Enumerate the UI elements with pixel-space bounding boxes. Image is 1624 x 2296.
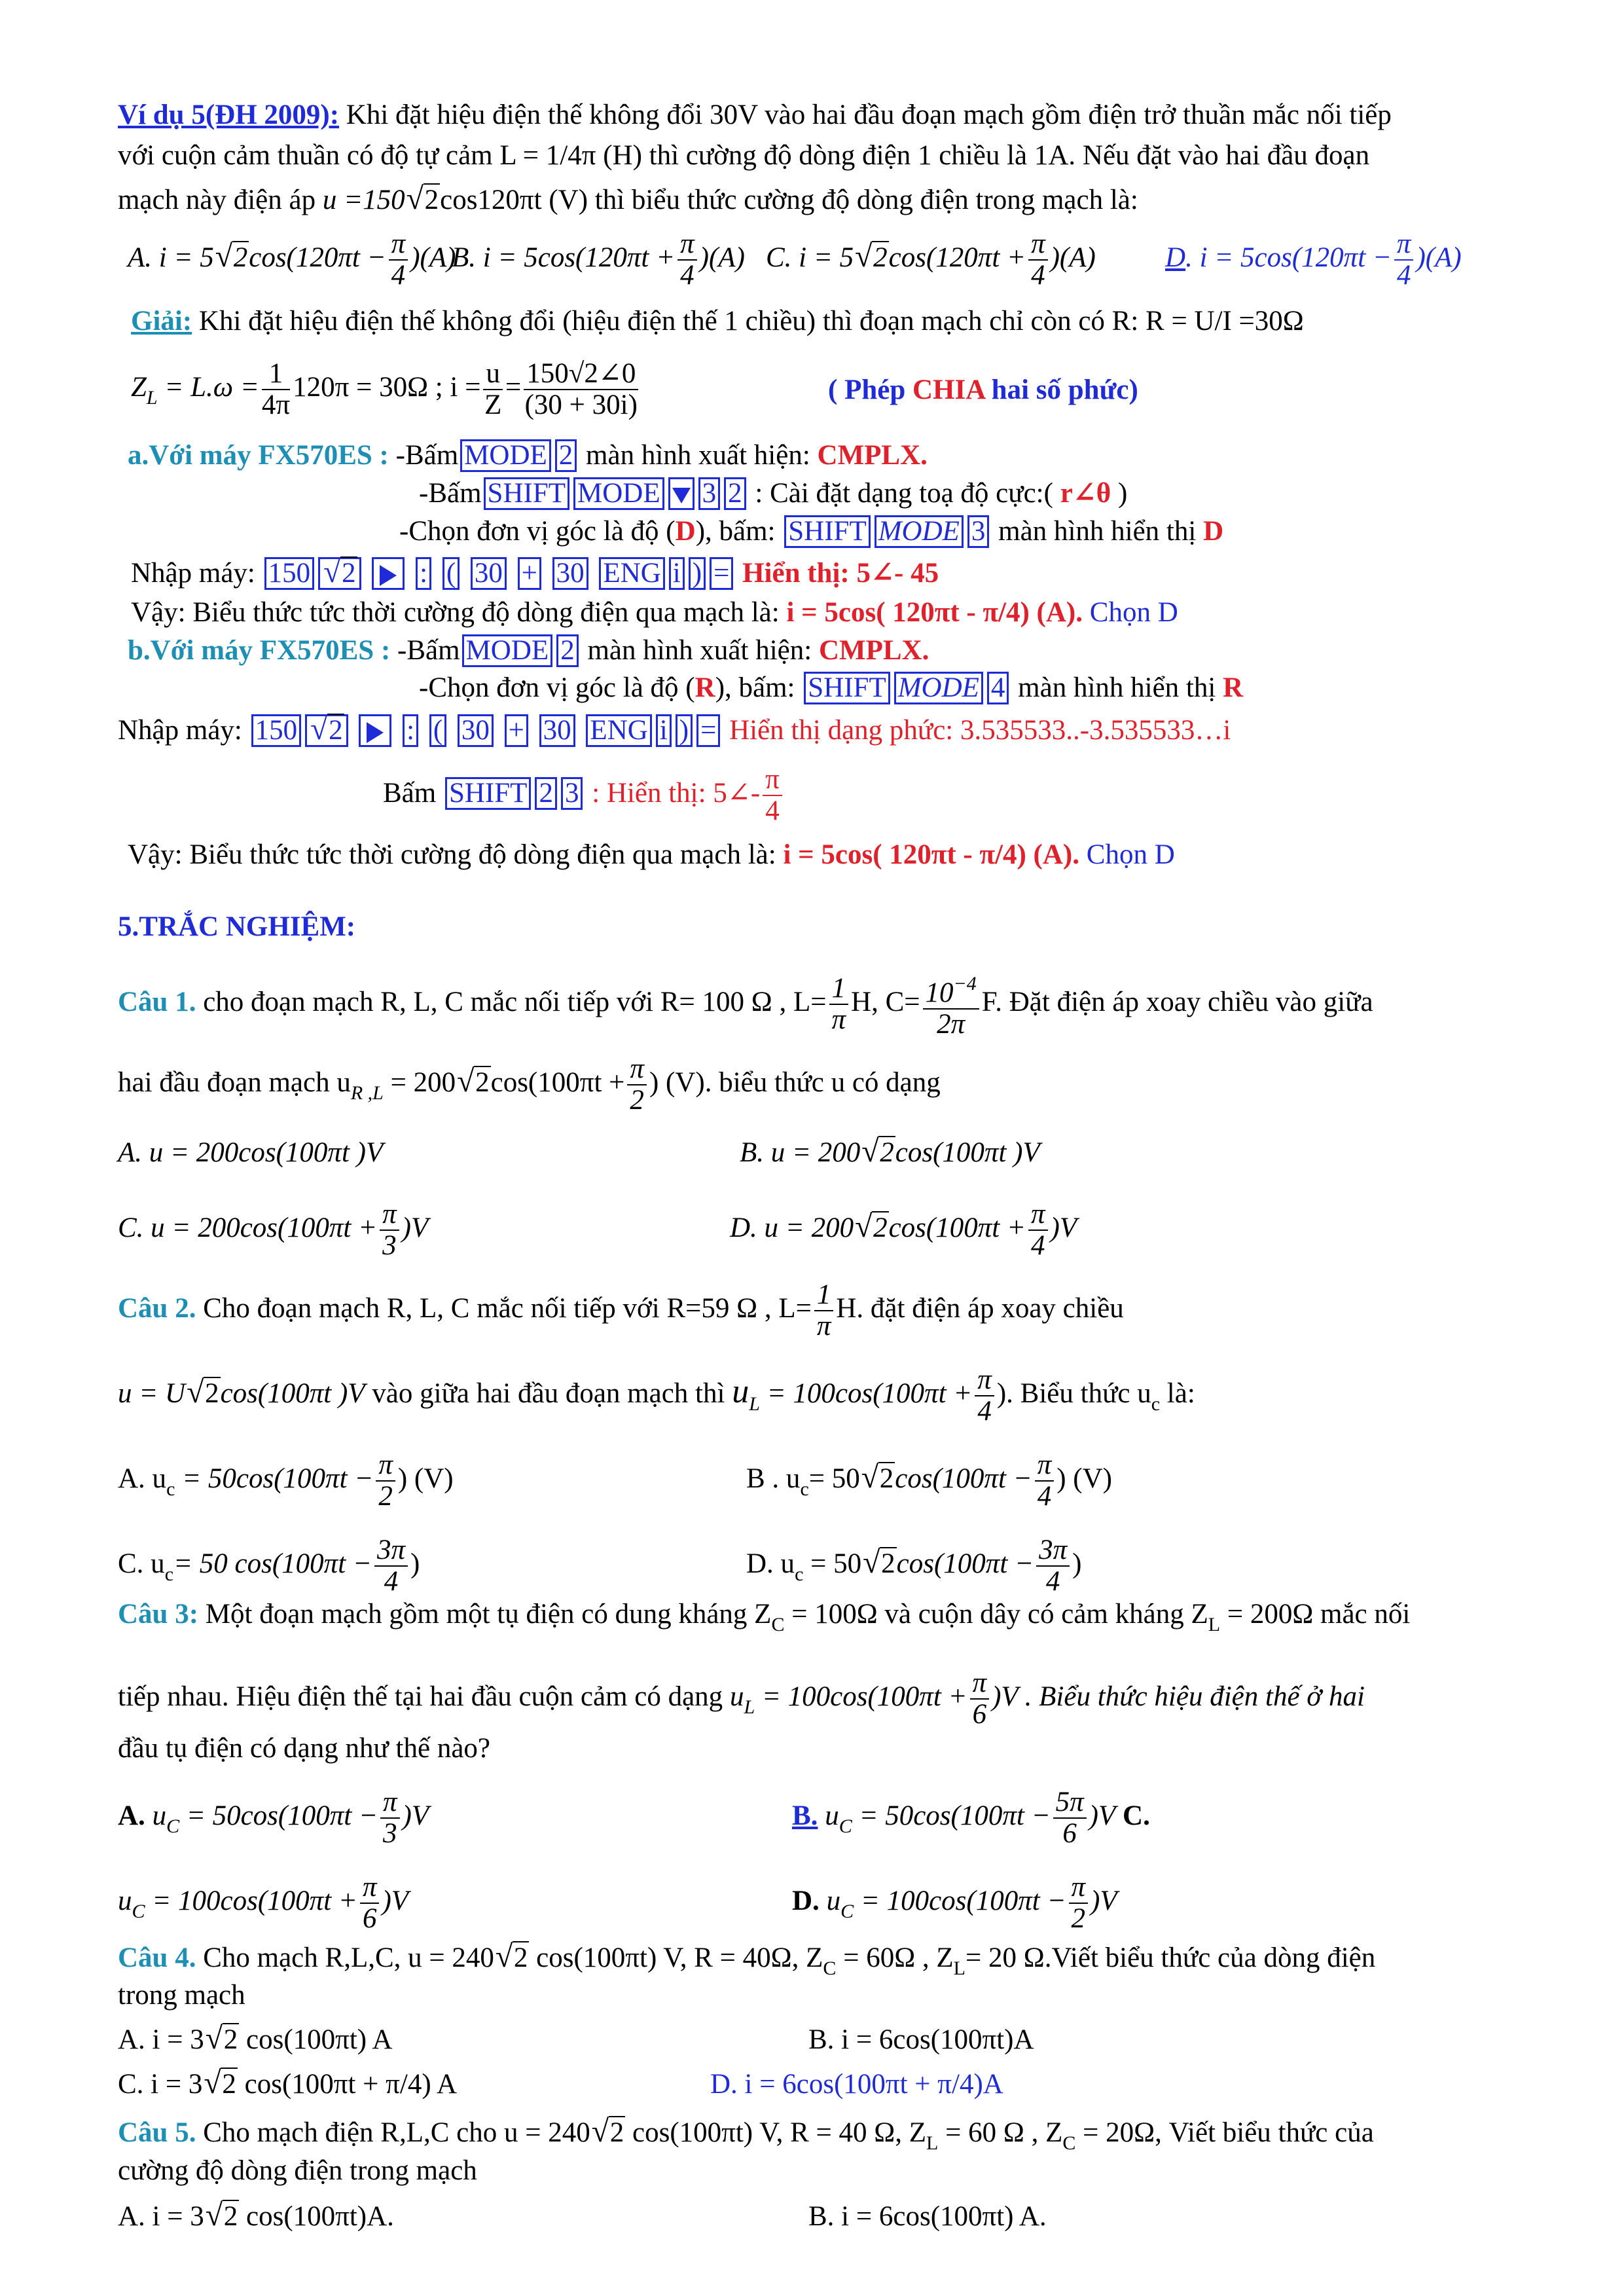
q2-option-d[interactable]: D. $u_c = 50√$ 2cos(100πt − $\frac{3\pi}{4}$ ) [746, 1535, 1081, 1597]
key-divide[interactable]: : [403, 714, 418, 747]
key-mode[interactable]: MODE [462, 634, 553, 667]
fx-b-line-2: -Chọn đơn vị góc là độ (R), bấm: SHIFT MODE 4 màn hình hiển thị R [419, 672, 1244, 703]
key-mode[interactable]: MODE [573, 477, 664, 510]
display-result: Hiển thị: 5∠- 45 [742, 558, 939, 589]
q4-line-2: trong mạch [118, 1980, 245, 2011]
q3-option-d[interactable]: D. $u_C = 100\cos(100\pi t$ − $\frac{\pi}{2}$ )V [792, 1872, 1117, 1934]
q2-option-b[interactable]: B . $u_c= 50√$ 2cos(100πt − $\frac{\pi}{4}$ ) (V) [746, 1450, 1112, 1512]
example-text-1: Khi đặt hiệu điện thế không đổi 30V vào hai đầu đoạn mạch gồm điện trở thuần mắc nối tiếp [346, 100, 1392, 130]
example-line-3 [118, 183, 1138, 217]
fx-a-line-1: a.Với máy FX570ES : -Bấm MODE 2 màn hình xuất hiện: CMPLX. [128, 440, 928, 471]
q1-label: Câu 1. [118, 986, 196, 1017]
example-option-b[interactable]: B. i = 5cos(120πt + $\frac{\pi}{4}$ )(A) [452, 228, 745, 291]
example-text-3: mạch này điện áp [118, 185, 323, 215]
fx-a-line-5: Vậy: Biểu thức tức thời cường độ dòng điện qua mạch là: i = 5cos( 120πt - π/4) (A). Chọn D [131, 597, 1178, 628]
key-30[interactable]: 30 [539, 714, 575, 747]
fx-a-line-2: -Bấm SHIFT MODE 3 2 : Cài đặt dạng toạ độ cực:( r∠θ ) [419, 478, 1128, 509]
solution-formula: $Z_L = L.\omega$ = $\frac{1}{4\pi}$ 120π = 30Ω ; i = $\frac{u}{Z}$ = $\frac{150√2\angle 0}{(30 + 30i)}$ [131, 358, 638, 420]
key-shift[interactable]: SHIFT [804, 672, 890, 704]
division-note: ( Phép CHIA hai số phức) [828, 374, 1138, 405]
example-option-d[interactable]: D. i = 5cos(120πt − $\frac{\pi}{4}$ )(A) [1165, 228, 1462, 291]
down-arrow-icon [672, 488, 691, 503]
fx-b-line-4: Bấm SHIFT 2 3 : Hiển thị: 5∠- $\frac{\pi}{4}$ [383, 765, 785, 826]
key-equals[interactable]: = [696, 714, 720, 747]
key-shift[interactable]: SHIFT [445, 777, 531, 810]
q3-line-2: tiếp nhau. Hiệu điện thế tại hai đầu cuộn cảm có dạng $u_L = 100\cos(100\pi t$ + $\frac{\pi}{6}$ )V . Biểu thức hiệu điện thế ở hai [118, 1667, 1365, 1730]
display-result: Hiển thị dạng phức: 3.535533..-3.535533…i [729, 715, 1231, 746]
key-shift[interactable]: SHIFT [484, 477, 569, 510]
fx-b-title: b.Với máy FX570ES : [128, 635, 391, 666]
key-i[interactable]: i [656, 714, 672, 747]
key-close-paren[interactable]: ) [689, 557, 706, 590]
solution-text: Khi đặt hiệu điện thế không đổi (hiệu điện thế 1 chiều) thì đoạn mạch chỉ còn có R: R = U/I =30Ω [198, 306, 1304, 337]
q2-line-1: Câu 2. Cho đoạn mạch R, L, C mắc nối tiếp với R=59 Ω , L= $\frac{1}{\pi}$ H. đặt điện áp xoay chiều [118, 1279, 1124, 1341]
fx-b-line-3: Nhập máy: 150√ 2 : ( 30 + 30 ENG i ) = Hiển thị dạng phức: 3.535533..-3.535533…i [118, 714, 1231, 748]
q4-line-1: Câu 4. Cho mạch R,L,C, u = 240√ 2 cos(100πt) V, R = 40Ω, $Z_C = 60\Omega$ , $Z_L= 20$ Ω.Viết biểu thức của dòng điện [118, 1941, 1375, 1986]
q5-line-1: Câu 5. Cho mạch điện R,L,C cho u = 240√ 2 cos(100πt) V, R = 40 Ω, $Z_L = 60$ Ω , $Z_C = 20\Omega$, Viết biểu thức của [118, 2116, 1374, 2160]
q2-option-c[interactable]: C. $u_c= 50$ cos(100πt − $\frac{3\pi}{4}$ ) [118, 1535, 420, 1597]
q3-option-c[interactable]: $u_C = 100\cos(100\pi t$ + $\frac{\pi}{6}$ )V [118, 1872, 409, 1934]
key-plus[interactable]: + [505, 714, 528, 747]
key-30[interactable]: 30 [552, 557, 588, 590]
example-title: Ví dụ 5(ĐH 2009): [118, 100, 340, 130]
q4-label: Câu 4. [118, 1942, 196, 1973]
key-sqrt[interactable]: √ 2 [318, 557, 361, 590]
example-option-a[interactable]: A. i = 5√ 2cos(120πt − $\frac{\pi}{4}$ )(A) [128, 229, 456, 291]
key-down-arrow[interactable] [668, 477, 695, 510]
key-eng[interactable]: ENG [586, 714, 651, 747]
key-150[interactable]: 150 [251, 714, 302, 747]
q1-option-b[interactable]: B. u = 200√ 2cos(100πt )V [740, 1136, 1040, 1170]
q3-line-1: Câu 3: Một đoạn mạch gồm một tụ điện có dung kháng $Z_C = 100\Omega$ và cuộn dây có cảm kháng $Z_L = 200\Omega$ mắc nối [118, 1599, 1411, 1635]
example-line-2 [118, 139, 1369, 173]
example-line-1 [118, 98, 1392, 132]
key-2[interactable]: 2 [724, 477, 746, 510]
example-option-c[interactable]: C. i = 5√ 2cos(120πt + $\frac{\pi}{4}$ )(A) [766, 229, 1096, 291]
example-text-2: với cuộn cảm thuần có độ tự cảm L = 1/4π (H) thì cường độ dòng điện 1 chiều là 1A. Nếu đặt vào hai đầu đoạn [118, 140, 1370, 171]
key-30[interactable]: 30 [471, 557, 507, 590]
key-mode[interactable]: MODE [875, 515, 964, 548]
key-3[interactable]: 3 [561, 777, 583, 810]
key-plus[interactable]: + [518, 557, 541, 590]
key-150[interactable]: 150 [264, 557, 315, 590]
key-divide[interactable]: : [416, 557, 431, 590]
key-2[interactable]: 2 [535, 777, 557, 810]
q4-option-b[interactable]: B. i = 6cos(100πt)A [808, 2024, 1034, 2055]
q4-option-a[interactable]: A. i = 3√ 2 cos(100πt) A [118, 2023, 393, 2057]
sqrt-symbol: √ 2 [406, 183, 441, 217]
key-right-arrow[interactable] [372, 557, 405, 590]
key-open-paren[interactable]: ( [429, 714, 446, 747]
fx-b-line-1: b.Với máy FX570ES : -Bấm MODE 2 màn hình xuất hiện: CMPLX. [128, 635, 929, 666]
section-title: 5.TRẮC NGHIỆM: [118, 911, 356, 942]
solution-label: Giải: [131, 306, 192, 337]
q3-label: Câu 3: [118, 1599, 199, 1630]
q1-option-d[interactable]: D. u = 200√ 2cos(100πt + $\frac{\pi}{4}$ )V [730, 1199, 1077, 1261]
key-open-paren[interactable]: ( [442, 557, 460, 590]
right-arrow-icon [367, 722, 384, 743]
key-mode[interactable]: MODE [894, 672, 983, 704]
q3-option-b[interactable]: B. $u_C = 50\cos(100\pi t$ − $\frac{5\pi}{6}$ )V C. [792, 1787, 1150, 1849]
q2-label: Câu 2. [118, 1292, 196, 1324]
key-2[interactable]: 2 [556, 634, 579, 667]
key-4[interactable]: 4 [987, 672, 1009, 704]
solution-line [131, 304, 1304, 338]
voltage-cos: cos120πt [440, 185, 542, 215]
key-2[interactable]: 2 [555, 439, 577, 472]
fx-a-line-3: -Chọn đơn vị góc là độ (D), bấm: SHIFT MODE 3 màn hình hiển thị D [399, 516, 1224, 547]
key-right-arrow[interactable] [359, 714, 391, 747]
fx-a-line-4: Nhập máy: 150√ 2 : ( 30 + 30 ENG i ) = Hiển thị: 5∠- 45 [131, 556, 939, 591]
voltage-expr: u =150 [322, 185, 405, 215]
q4-option-c[interactable]: C. i = 3√ 2 cos(100πt + π/4) A [118, 2068, 457, 2102]
q2-line-2: u = U√ 2cos(100πt )V vào giữa hai đầu đoạn mạch thì $u_L = 100\cos(100\pi t$ + $\frac{\pi}{4}$ ). Biểu thức $u_c$ là: [118, 1365, 1195, 1427]
q5-option-a[interactable]: A. i = 3√ 2 cos(100πt)A. [118, 2200, 394, 2234]
q5-label: Câu 5. [118, 2117, 196, 2148]
key-sqrt[interactable]: √ 2 [305, 714, 348, 747]
q5-option-b[interactable]: B. i = 6cos(100πt) A. [808, 2201, 1047, 2232]
q5-line-2: cường độ dòng điện trong mạch [118, 2155, 477, 2186]
key-eng[interactable]: ENG [599, 557, 664, 590]
key-mode[interactable]: MODE [460, 439, 551, 472]
key-3[interactable]: 3 [698, 477, 721, 510]
q1-option-a[interactable]: A. u = 200cos(100πt )V [118, 1137, 384, 1168]
q1-line-2: hai đầu đoạn mạch $u_{R ,L} = 200√$ 2cos(100πt + $\frac{\pi}{2}$ ) (V). biểu thức u có dạng [118, 1054, 941, 1116]
fx-a-title: a.Với máy FX570ES : [128, 440, 389, 471]
key-shift[interactable]: SHIFT [784, 515, 870, 548]
key-i[interactable]: i [669, 557, 685, 590]
q4-option-d[interactable]: D. i = 6cos(100πt + π/4)A [710, 2069, 1003, 2100]
q1-option-c[interactable]: C. u = 200cos(100πt + $\frac{\pi}{3}$ )V [118, 1199, 429, 1261]
fx-b-line-5: Vậy: Biểu thức tức thời cường độ dòng điện qua mạch là: i = 5cos( 120πt - π/4) (A). Chọn D [128, 839, 1175, 870]
key-30[interactable]: 30 [458, 714, 494, 747]
key-3[interactable]: 3 [967, 515, 990, 548]
key-close-paren[interactable]: ) [676, 714, 693, 747]
q2-option-a[interactable]: A. $u_c = 50\cos(100\pi t$ − $\frac{\pi}{2}$ ) (V) [118, 1449, 454, 1512]
q3-option-a[interactable]: A. $u_C = 50\cos(100\pi t$ − $\frac{\pi}{3}$ )V [118, 1787, 429, 1849]
q3-line-3: đầu tụ điện có dạng như thế nào? [118, 1733, 490, 1764]
key-equals[interactable]: = [710, 557, 733, 590]
q1-line-1: Câu 1. cho đoạn mạch R, L, C mắc nối tiếp với R= 100 Ω , L= $\frac{1}{\pi}$ H, C= $\frac{10^{-4}}{2\pi}$ F. Đặt điện áp xoay chiều vào giữa [118, 969, 1373, 1040]
example-text-3-end: (V) thì biểu thức cường độ dòng điện trong mạch là: [541, 185, 1138, 215]
right-arrow-icon [380, 565, 397, 586]
